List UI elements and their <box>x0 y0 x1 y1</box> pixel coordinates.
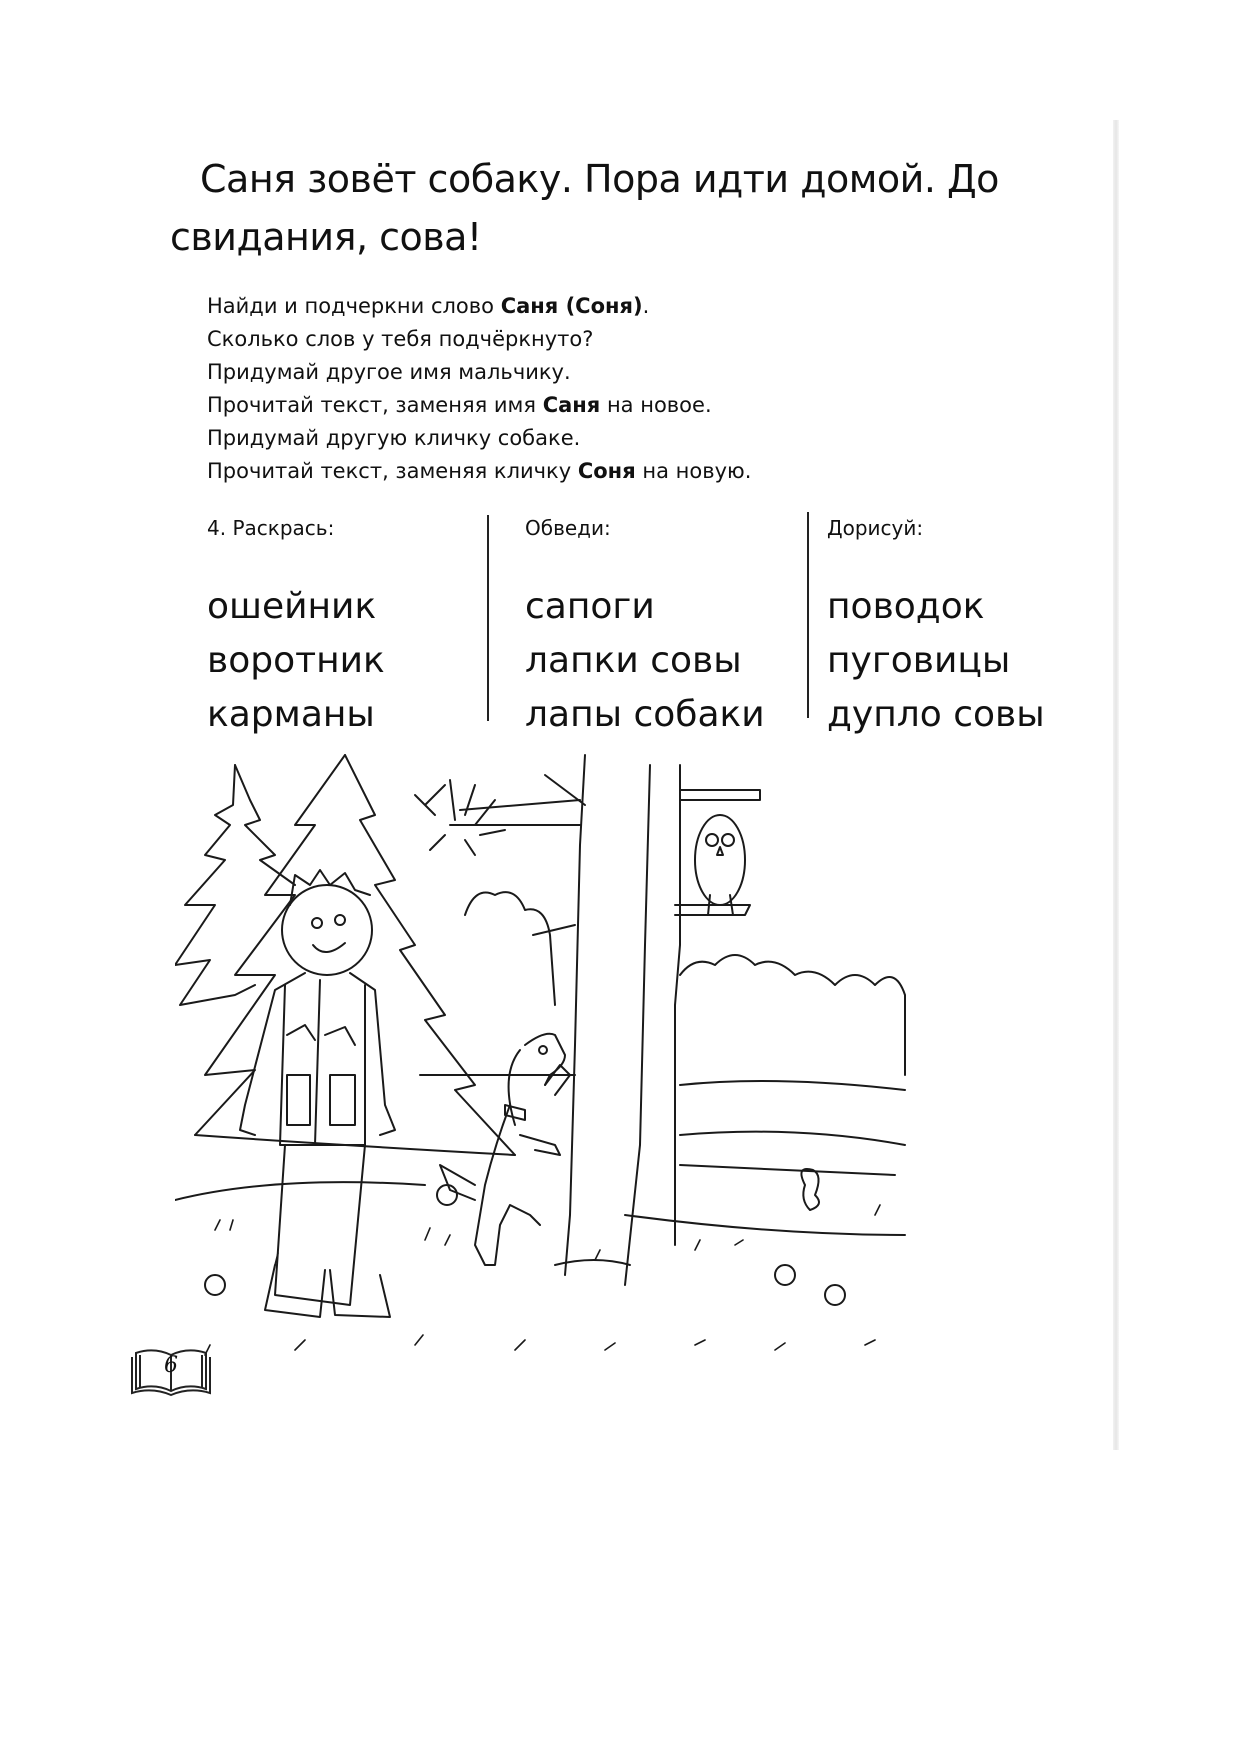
task-1 <box>207 290 751 323</box>
story-line-1: Саня зовёт собаку. Пора идти домой. До <box>200 157 999 201</box>
task-bold-word: Саня <box>542 393 601 417</box>
grass-icon <box>205 1205 880 1355</box>
word-list <box>827 580 1045 742</box>
word-item: ошейник <box>207 586 377 627</box>
column-heading: Обведи: <box>525 516 611 540</box>
column-color <box>207 512 385 735</box>
flower-icon <box>205 1185 845 1305</box>
ground-icon <box>175 1182 905 1235</box>
word-item: сапоги <box>525 586 655 627</box>
word-item: карманы <box>207 694 375 735</box>
column-divider <box>487 515 489 721</box>
task-text: Прочитай текст, заменяя имя <box>207 393 543 417</box>
task-instructions <box>207 290 751 488</box>
task-text: Придумай другую кличку собаке. <box>207 426 581 450</box>
task-text: Придумай другое имя мальчику. <box>207 360 571 384</box>
pine-tuft-icon <box>415 780 505 855</box>
task-text: Сколько слов у тебя подчёркнуто? <box>207 327 594 351</box>
bushes-icon <box>420 892 575 1075</box>
story-line-2: свидания, сова! <box>170 215 482 259</box>
task-text: на новое. <box>600 393 712 417</box>
word-item: поводок <box>827 586 985 627</box>
word-item: лапы собаки <box>525 694 765 735</box>
column-heading: 4. Раскрась: <box>207 516 335 540</box>
story-text <box>170 150 1090 266</box>
coloring-illustration <box>175 745 1075 1360</box>
tree-trunk-icon <box>450 755 630 1275</box>
task-5 <box>207 422 751 455</box>
bushes-icon <box>680 955 905 1175</box>
owl-icon <box>695 815 745 915</box>
fir-tree-icon <box>175 765 295 1005</box>
word-item: лапки совы <box>525 640 742 681</box>
scan-edge-shadow <box>1113 120 1119 1450</box>
task-4 <box>207 389 751 422</box>
word-list <box>525 580 765 742</box>
dog-icon <box>440 1034 570 1265</box>
task-text: . <box>642 294 650 318</box>
word-item: пуговицы <box>827 640 1011 681</box>
butterfly-icon <box>801 1169 819 1210</box>
task-text: Найди и подчеркни слово <box>207 294 501 318</box>
column-trace <box>525 512 765 735</box>
word-item: дупло совы <box>827 694 1045 735</box>
task-text: Прочитай текст, заменяя кличку <box>207 459 578 483</box>
column-draw <box>827 512 1045 735</box>
task-3 <box>207 356 751 389</box>
column-heading: Дорисуй: <box>827 516 924 540</box>
exercise-columns <box>207 512 1087 735</box>
word-list <box>207 580 385 742</box>
task-bold-word: Саня (Соня) <box>500 294 643 318</box>
word-item: воротник <box>207 640 385 681</box>
tree-trunk-icon <box>625 765 760 1285</box>
task-2 <box>207 323 751 356</box>
task-bold-word: Соня <box>577 459 636 483</box>
task-6 <box>207 455 751 488</box>
task-text: на новую. <box>635 459 752 483</box>
page-number: 6 <box>164 1353 178 1378</box>
page-number-badge <box>130 1345 212 1397</box>
column-divider <box>807 512 809 718</box>
